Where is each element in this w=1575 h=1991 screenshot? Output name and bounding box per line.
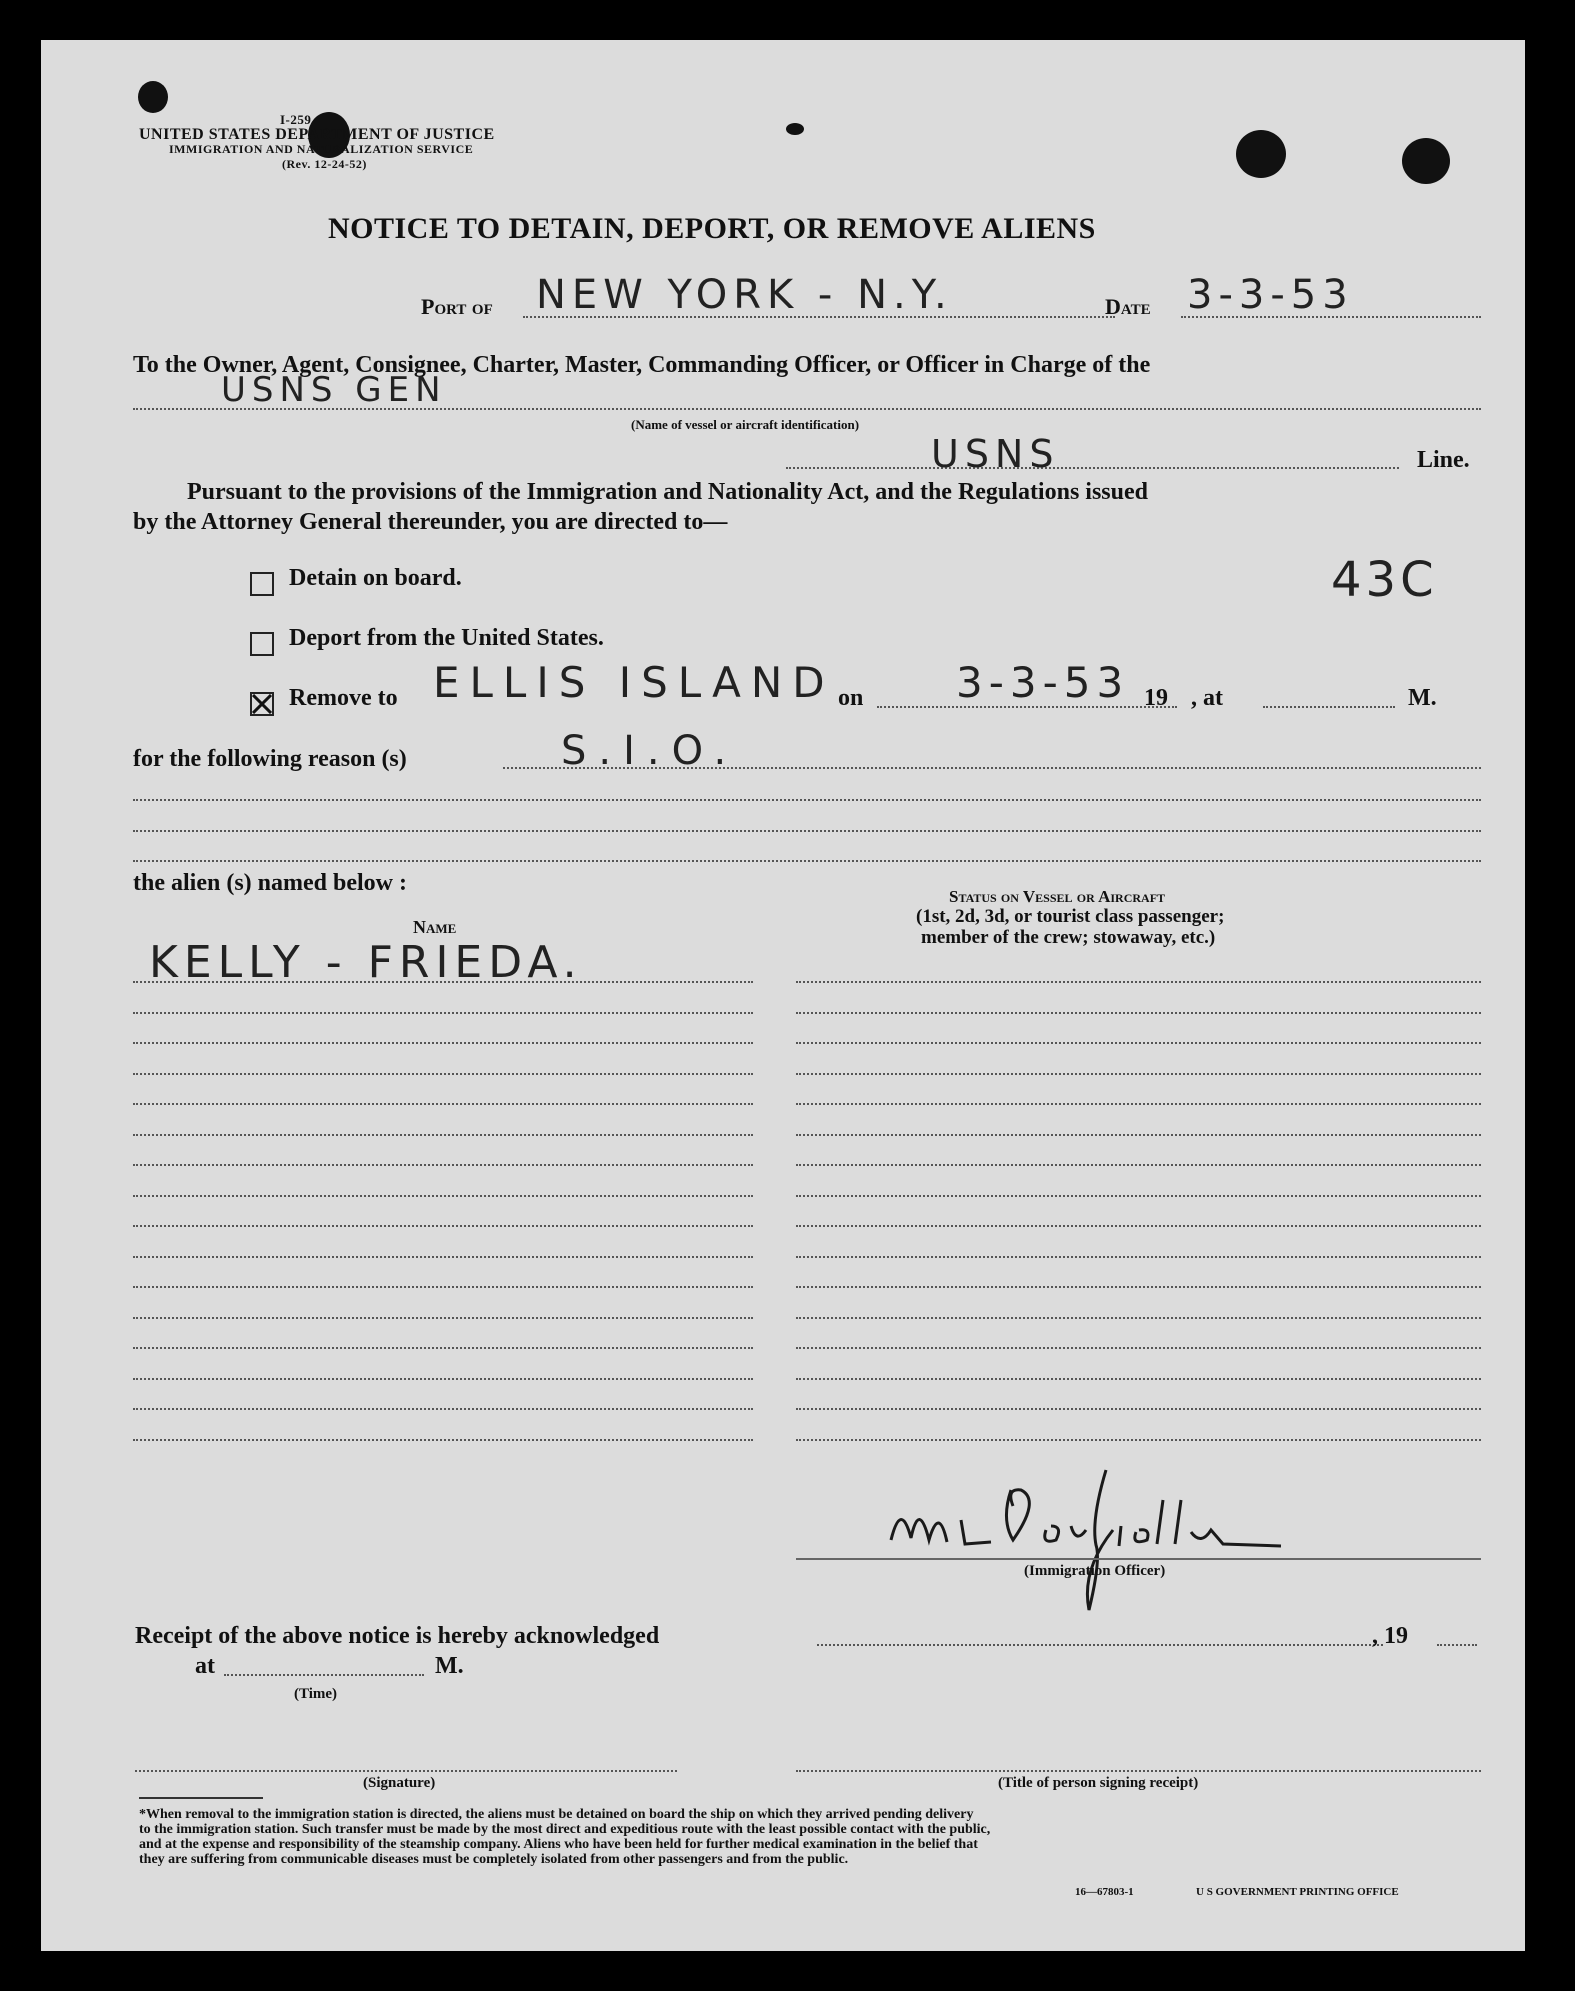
name-row-line [133,1256,753,1258]
receipt-text: Receipt of the above notice is hereby acknowledged [135,1623,660,1649]
title-line [796,1770,1481,1772]
name-row-line [133,1378,753,1380]
receipt-at-label: at [195,1653,215,1679]
signature-line [135,1770,677,1772]
name-row-line [133,1408,753,1410]
status-row-line [796,1134,1481,1136]
port-label: Port of [421,294,493,319]
receipt-m-label: M. [435,1653,464,1679]
line-line [786,467,1399,469]
printer-office: U S GOVERNMENT PRINTING OFFICE [1196,1886,1399,1898]
footnote-line-2: to the immigration station. Such transfer must be made by the most direct and expeditious route with the least possible contact with the public, [139,1822,991,1837]
remove-at-label: , at [1191,685,1223,711]
status-row-line [796,1286,1481,1288]
receipt-line [817,1644,1383,1646]
form-title: NOTICE TO DETAIN, DEPORT, OR REMOVE ALIENS [328,212,1096,245]
status-row-line [796,1012,1481,1014]
remove-place-value: ELLIS ISLAND [433,658,835,707]
name-row-line [133,981,753,983]
name-row-line [133,1439,753,1441]
status-row-line [796,1195,1481,1197]
directive-line-1: Pursuant to the provisions of the Immigration and Nationality Act, and the Regulations issued [187,479,1148,505]
form-sheet [41,40,1525,1951]
footnote-line-3: and at the expense and responsibility of the steamship company. Aliens who have been held for further medical examination in the belief that [139,1837,978,1852]
name-row-line [133,1103,753,1105]
directive-line-2: by the Attorney General thereunder, you are directed to— [133,509,728,535]
alien-name-1: KELLY - FRIEDA. [149,937,583,988]
line-value: USNS [931,432,1060,476]
printer-code: 16—67803-1 [1075,1886,1134,1898]
form-number: I-259 [280,112,312,127]
remove-on-label: on [838,685,864,711]
remove-m-label: M. [1408,685,1437,711]
aliens-intro: the alien (s) named below : [133,870,407,896]
detain-checkbox [250,572,274,596]
status-row-line [796,1256,1481,1258]
mark-43c: 43C [1331,552,1438,608]
punch-hole-left [1236,130,1286,178]
status-row-line [796,981,1481,983]
footnote-rule [139,1797,263,1799]
reason-value: S.I.O. [561,728,739,774]
footnote-line-4: they are suffering from communicable diseases must be completely isolated from other passengers and from the public. [139,1852,849,1867]
date-label: Date [1105,294,1151,319]
service-name: IMMIGRATION AND NATURALIZATION SERVICE [169,142,474,156]
status-subheader-1: (1st, 2d, 3d, or tourist class passenger; [916,906,1225,927]
remove-label: Remove to [289,685,398,711]
punch-hole-right [1402,138,1450,184]
name-row-line [133,1073,753,1075]
name-row-line [133,1225,753,1227]
reason-label: for the following reason (s) [133,746,407,772]
name-row-line [133,1164,753,1166]
name-row-line [133,1134,753,1136]
officer-signature [881,1460,1311,1625]
reason-line-2 [133,799,1481,801]
revision-date: (Rev. 12-24-52) [282,157,367,171]
remove-year-label: 19 [1144,685,1168,711]
ink-speck-2 [138,81,168,113]
status-row-line [796,1317,1481,1319]
name-row-line [133,1042,753,1044]
footnote-line-1: *When removal to the immigration station is directed, the aliens must be detained on board the ship on which they arrived pending delivery [139,1807,974,1822]
name-row-line [133,1317,753,1319]
name-row-line [133,1347,753,1349]
addressee-text: To the Owner, Agent, Consignee, Charter, Master, Commanding Officer, or Officer in Charge of the [133,352,1151,378]
signature-scribble-icon [881,1460,1311,1620]
status-row-line [796,1347,1481,1349]
name-header: Name [413,917,457,937]
status-row-line [796,1408,1481,1410]
receipt-year-label: , 19 [1372,1623,1408,1649]
status-row-line [796,1164,1481,1166]
line-label: Line. [1417,447,1470,473]
check-mark-icon [252,694,272,714]
reason-line-4 [133,860,1481,862]
vessel-caption: (Name of vessel or aircraft identification) [631,417,860,432]
remove-time-line [1263,706,1395,708]
port-value: NEW YORK - N.Y. [536,272,953,318]
status-subheader-2: member of the crew; stowaway, etc.) [921,927,1216,948]
deport-label: Deport from the United States. [289,625,604,651]
remove-date-value: 3-3-53 [956,658,1130,707]
status-row-line [796,1378,1481,1380]
ink-speck [786,123,804,135]
receipt-time-line [224,1674,424,1676]
officer-line [796,1558,1481,1560]
time-caption: (Time) [294,1686,338,1702]
agency-name: UNITED STATES DEPARTMENT OF JUSTICE [139,126,495,143]
vessel-value: USNS GEN [221,370,447,410]
status-row-line [796,1073,1481,1075]
name-row-line [133,1195,753,1197]
name-row-line [133,1286,753,1288]
officer-caption: (Immigration Officer) [1024,1563,1166,1579]
remove-checkbox [250,692,274,716]
detain-label: Detain on board. [289,565,462,591]
name-row-line [133,1012,753,1014]
status-row-line [796,1225,1481,1227]
status-row-line [796,1042,1481,1044]
signature-caption: (Signature) [363,1775,436,1791]
title-caption: (Title of person signing receipt) [998,1775,1199,1791]
date-value: 3-3-53 [1187,272,1354,318]
status-row-line [796,1439,1481,1441]
status-row-line [796,1103,1481,1105]
deport-checkbox [250,632,274,656]
reason-line-3 [133,830,1481,832]
receipt-year-line [1437,1644,1477,1646]
status-header: Status on Vessel or Aircraft [949,887,1166,906]
